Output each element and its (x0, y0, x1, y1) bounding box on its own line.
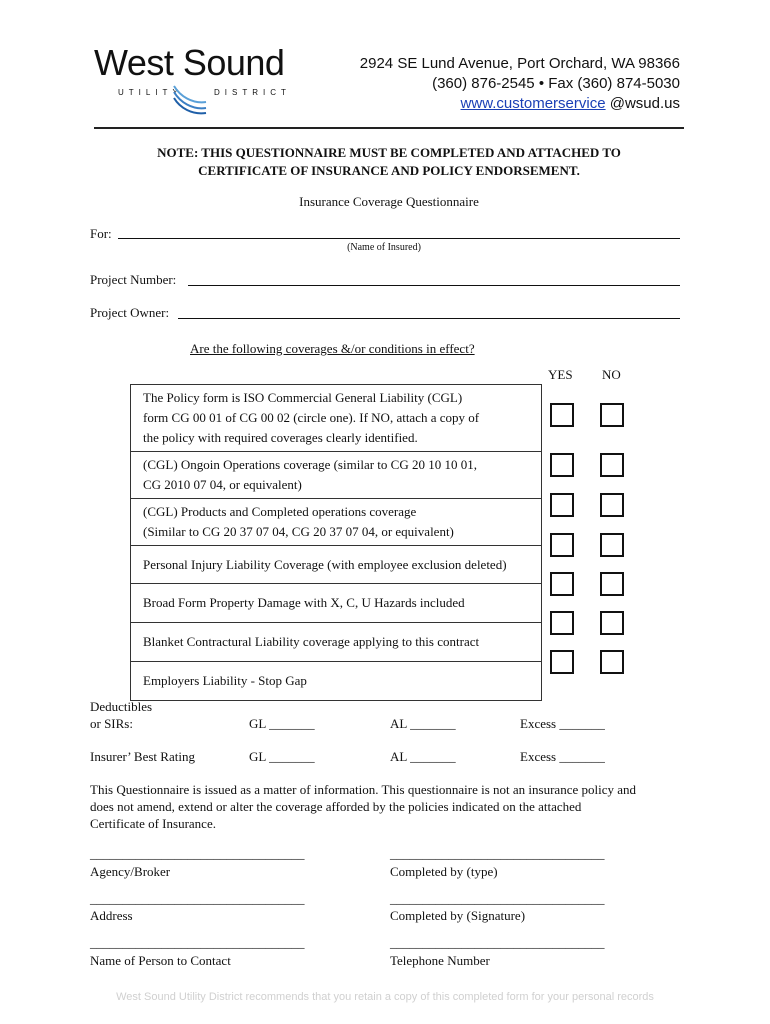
logo-title: West Sound (94, 42, 285, 83)
no-checkbox[interactable] (600, 611, 624, 635)
yes-checkbox[interactable] (550, 453, 574, 477)
phone-fax-line: (360) 876-2545 • Fax (360) 874-5030 (432, 75, 680, 92)
project-number-label: Project Number: (90, 272, 177, 287)
yes-checkbox[interactable] (550, 403, 574, 427)
completed-type-field[interactable]: _________________________________ (390, 846, 605, 861)
no-checkbox[interactable] (600, 650, 624, 674)
project-owner-field[interactable] (178, 318, 680, 319)
deductible-gl-field[interactable]: GL _______ (249, 716, 315, 731)
yes-checkbox[interactable] (550, 493, 574, 517)
project-owner-label: Project Owner: (90, 305, 170, 320)
agency-broker-label: Agency/Broker (90, 864, 171, 879)
for-label: For: (90, 226, 112, 241)
coverage-text: (CGL) Ongoin Operations coverage (similar to CG 20 10 10 01, CG 2010 07 04, or equivalent) (131, 452, 542, 499)
logo-subtitle-right: DISTRICT (214, 88, 291, 97)
best-rating-label: Insurer’ Best Rating (90, 749, 195, 764)
completed-type-label: Completed by (type) (390, 864, 498, 879)
logo-subtitle-left: UTILITY (118, 88, 183, 97)
yes-checkbox[interactable] (550, 650, 574, 674)
completed-signature-label: Completed by (Signature) (390, 908, 526, 923)
deductible-al-field[interactable]: AL _______ (390, 716, 456, 731)
no-checkbox[interactable] (600, 493, 624, 517)
note-line-2: CERTIFICATE OF INSURANCE AND POLICY ENDORSEMENT. (198, 163, 580, 178)
sirs-label: or SIRs: (90, 716, 133, 731)
coverage-row (131, 662, 542, 701)
coverage-text: Personal Injury Liability Coverage (with employee exclusion deleted) (131, 546, 542, 584)
coverage-text: Broad Form Property Damage with X, C, U Hazards included (131, 584, 542, 623)
website-link[interactable]: www.customerservice (460, 95, 606, 112)
note-line-1: NOTE: THIS QUESTIONNAIRE MUST BE COMPLETED AND ATTACHED TO (157, 145, 621, 160)
coverage-text: (CGL) Products and Completed operations coverage (Similar to CG 20 37 07 04, CG 20 37 07 04, or equivalent) (131, 499, 542, 546)
yes-header: YES (548, 367, 573, 382)
logo-wave-icon (170, 82, 210, 118)
coverage-table (130, 384, 542, 701)
yes-checkbox[interactable] (550, 572, 574, 596)
yes-checkbox[interactable] (550, 611, 574, 635)
address-line: 2924 SE Lund Avenue, Port Orchard, WA 98366 (359, 55, 680, 72)
coverage-row (131, 623, 542, 662)
contact-name-label: Name of Person to Contact (90, 953, 231, 968)
contact-name-field[interactable]: _________________________________ (90, 935, 305, 950)
no-header: NO (602, 367, 621, 382)
address-field[interactable]: _________________________________ (90, 891, 305, 906)
rating-excess-field[interactable]: Excess _______ (520, 749, 605, 764)
email-domain: @wsud.us (605, 95, 680, 112)
coverage-row (131, 499, 542, 546)
telephone-label: Telephone Number (390, 953, 490, 968)
note-text (94, 144, 684, 180)
telephone-field[interactable]: _________________________________ (390, 935, 605, 950)
coverage-row (131, 584, 542, 623)
no-checkbox[interactable] (600, 533, 624, 557)
rating-gl-field[interactable]: GL _______ (249, 749, 315, 764)
rating-al-field[interactable]: AL _______ (390, 749, 456, 764)
deductible-excess-field[interactable]: Excess _______ (520, 716, 605, 731)
no-checkbox[interactable] (600, 572, 624, 596)
coverage-question: Are the following coverages &/or conditions in effect? (190, 341, 475, 356)
project-number-field[interactable] (188, 285, 680, 286)
disclaimer-text: This Questionnaire is issued as a matter of information. This questionnaire is not an insurance policy and does not amend, extend or alter the coverage afforded by the policies indicated on the attached Certificate of Insurance. (90, 782, 636, 831)
address-label: Address (90, 908, 133, 923)
no-checkbox[interactable] (600, 403, 624, 427)
coverage-text: The Policy form is ISO Commercial General Liability (CGL) form CG 00 01 of CG 00 02 (circle one). If NO, attach a copy of the policy with required coverages clearly identified. (131, 385, 542, 452)
coverage-text: Blanket Contractural Liability coverage applying to this contract (131, 623, 542, 662)
yes-checkbox[interactable] (550, 533, 574, 557)
insured-caption: (Name of Insured) (347, 242, 421, 253)
completed-signature-field[interactable]: _________________________________ (390, 891, 605, 906)
contact-email (461, 95, 680, 112)
coverage-text: Employers Liability - Stop Gap (131, 662, 542, 701)
footer-note: West Sound Utility District recommends that you retain a copy of this completed form for your personal records (116, 991, 654, 1003)
coverage-row (131, 452, 542, 499)
agency-broker-field[interactable]: _________________________________ (90, 846, 305, 861)
no-checkbox[interactable] (600, 453, 624, 477)
coverage-row (131, 385, 542, 452)
form-title: Insurance Coverage Questionnaire (299, 194, 479, 209)
deductibles-label: Deductibles (90, 699, 153, 714)
header-divider (94, 127, 684, 129)
insured-name-field[interactable] (118, 238, 680, 239)
coverage-row (131, 546, 542, 584)
